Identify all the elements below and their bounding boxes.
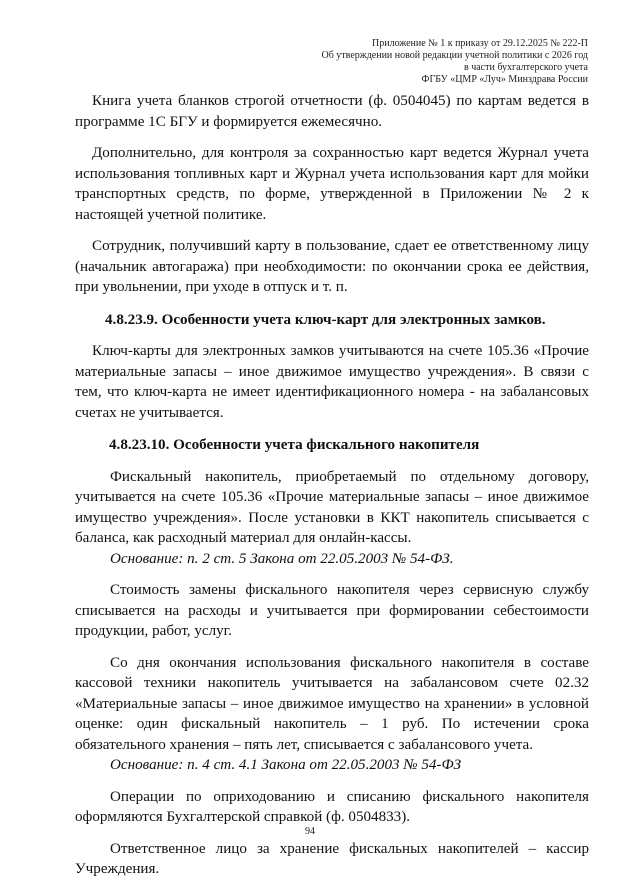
paragraph-off-balance: Со дня окончания использования фискального накопителя в составе кассовой техники накопитель учитывается на забалансовом счете 02.32 «Материальные запасы – иное движимое имущество на хранении» в условной оценке: один фискальный накопитель – 1 руб. По истечении срока обязательного хранения – пять лет, списывается с забалансового учета. bbox=[75, 654, 589, 753]
document-body bbox=[75, 91, 589, 880]
header-line-organization: ФГБУ «ЦМР «Луч» Минздрава России bbox=[421, 74, 588, 85]
paragraph-card-return: Сотрудник, получивший карту в пользование, сдает ее ответственному лицу (начальник автогаража) при необходимости: по окончании срока ее действия, при увольнении, при уходе в отпуск и т. п. bbox=[75, 238, 589, 295]
section-heading-fiscal-drive: 4.8.23.10. Особенности учета фискального накопителя bbox=[109, 437, 480, 453]
header-line-order: Приложение № 1 к приказу от 29.12.2025 № 222-П bbox=[372, 38, 588, 49]
paragraph-strict-forms-book: Книга учета бланков строгой отчетности (ф. 0504045) по картам ведется в программе 1С БГУ и формируется ежемесячно. bbox=[75, 93, 589, 130]
paragraph-replacement-cost: Стоимость замены фискального накопителя через сервисную службу списывается на расходы и учитывается при формировании себестоимости продукции, работ, услуг. bbox=[75, 582, 589, 639]
paragraph-responsible-person: Ответственное лицо за хранение фискальных накопителей – кассир Учреждения. bbox=[75, 840, 589, 877]
paragraph-fiscal-drive-accounting: Фискальный накопитель, приобретаемый по отдельному договору, учитывается на счете 105.36 «Прочие материальные запасы – иное движимое имущество учреждения». После установки в ККТ накопитель списывается с баланса, как расходный материал для онлайн-кассы. bbox=[75, 468, 589, 546]
header-line-subject: Об утверждении новой редакции учетной политики с 2026 год bbox=[321, 50, 588, 61]
header-line-scope: в части бухгалтерского учета bbox=[463, 62, 588, 73]
legal-basis-1: Основание: п. 2 ст. 5 Закона от 22.05.2003 № 54-ФЗ. bbox=[110, 550, 454, 567]
page-number: 94 bbox=[305, 826, 315, 837]
paragraph-key-cards: Ключ-карты для электронных замков учитываются на счете 105.36 «Прочие материальные запасы – иное движимое имущество учреждения». В связи с тем, что ключ-карта не имеет идентификационного номера - на забалансовых счетах не учитывается. bbox=[75, 343, 589, 421]
section-heading-key-cards: 4.8.23.9. Особенности учета ключ-карт для электронных замков. bbox=[105, 311, 546, 328]
legal-basis-2: Основание: п. 4 ст. 4.1 Закона от 22.05.2003 № 54-ФЗ bbox=[110, 757, 462, 773]
paragraph-operations: Операции по оприходованию и списанию фискального накопителя оформляются Бухгалтерской справкой (ф. 0504833). bbox=[75, 788, 589, 825]
paragraph-card-journals: Дополнительно, для контроля за сохранностью карт ведется Журнал учета использования топливных карт и Журнал учета использования карт для мойки транспортных средств, по форме, утвержденной в Приложении № 2 к настоящей учетной политике. bbox=[75, 145, 589, 223]
document-header bbox=[322, 38, 589, 86]
